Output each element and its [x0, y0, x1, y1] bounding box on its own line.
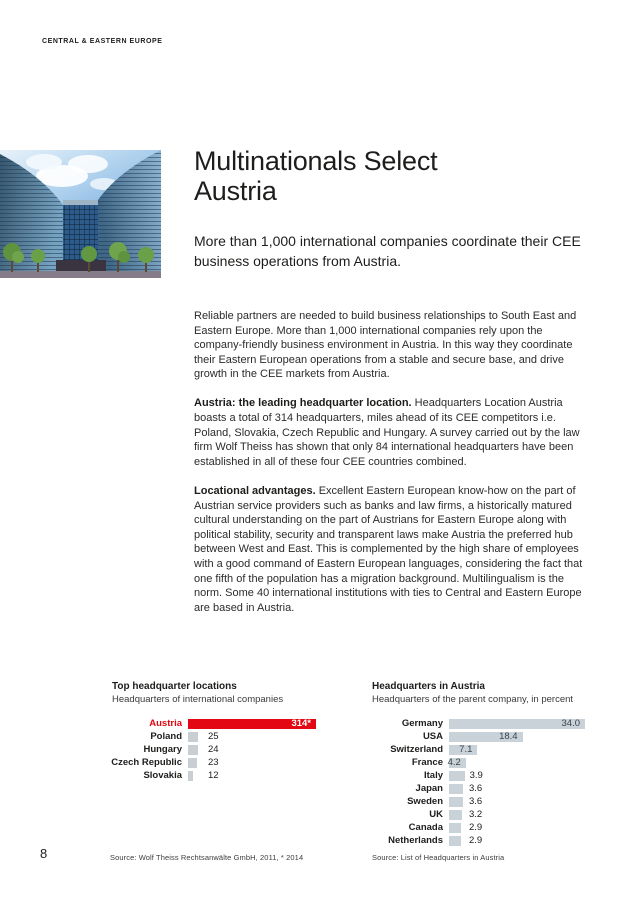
chart-title: Headquarters in Austria [372, 681, 485, 692]
page-number: 8 [40, 846, 48, 861]
chart-row [372, 717, 585, 730]
chart-value-label: 314* [291, 717, 311, 729]
chart-category-label: Germany [401, 718, 443, 729]
chart-bar-track [188, 745, 316, 755]
chart-value-label: 34.0 [561, 717, 580, 729]
chart-rows [108, 717, 316, 782]
chart-value-label: 3.2 [469, 808, 483, 820]
chart-subtitle: Headquarters of international companies [112, 694, 284, 705]
chart-value-label: 3.6 [469, 795, 483, 807]
chart-row [372, 782, 585, 795]
chart-bar [449, 784, 463, 794]
chart-row [372, 795, 585, 808]
chart-subtitle: Headquarters of the parent company, in percent [372, 694, 574, 705]
chart-category-label: Czech Republic [111, 757, 182, 768]
chart-value-label: 2.9 [469, 821, 483, 833]
chart-category-label: Switzerland [390, 744, 443, 755]
chart-category-label: France [411, 757, 443, 768]
chart-value-label: 12 [208, 769, 219, 781]
chart-row [372, 821, 585, 834]
chart-category-label: Hungary [143, 744, 182, 755]
chart-bar [449, 771, 465, 781]
chart-bar-track [449, 810, 585, 820]
chart-category-label: Italy [423, 770, 443, 781]
body-paragraph: Locational advantages. Excellent Eastern European know-how on the part of Austrian service providers such as banks and law firms, a historically matured cultural understanding on the part of Austrians for Eastern Europe along with political stability, security and transparent laws make Austria the preferred hub between West and East. This is complemented by the high share of employees with a good command of Eastern European languages, considering the fact that one fifth of the population has a migration background. Multilingualism is the norm. Some 40 international institutions with ties to Central and Eastern Europe are based in Austria. [194, 484, 583, 614]
chart-bar [188, 758, 197, 768]
chart-category-label: Japan [415, 783, 443, 794]
chart-value-label: 24 [208, 743, 219, 755]
chart-category-label: UK [429, 809, 443, 820]
chart-rows [372, 717, 585, 847]
page-title-line1: Multinationals Select [194, 146, 438, 176]
section-kicker: CENTRAL & EASTERN EUROPE [42, 38, 163, 45]
chart-row [108, 756, 316, 769]
chart-value-label: 4.2 [447, 756, 461, 768]
chart-bar [449, 758, 466, 768]
chart-bar-track [449, 732, 585, 742]
chart-row [372, 834, 585, 847]
chart-bar [449, 810, 462, 820]
chart-bar [188, 771, 193, 781]
chart-bar-track [449, 719, 585, 729]
body-paragraph: Austria: the leading headquarter location. Headquarters Location Austria boasts a total of 314 headquarters, miles ahead of its CEE competitors i.e. Poland, Slovakia, Czech Republic and Hungary. A survey carried out by the law firm Wolf Theiss has shown that only 84 international headquarters have been established in all of these four CEE countries combined. [194, 397, 580, 468]
chart-category-label: USA [422, 731, 443, 742]
chart-bar-track [188, 719, 316, 729]
chart-headquarters-in-austria [372, 681, 612, 851]
chart-value-label: 7.1 [459, 743, 473, 755]
chart-category-label: Netherlands [388, 835, 443, 846]
article-standfirst: More than 1,000 international companies coordinate their CEE business operations from Austria. [194, 233, 581, 269]
chart-value-label: 3.9 [469, 769, 483, 781]
chart-bar [449, 745, 477, 755]
chart-bar-track [449, 745, 585, 755]
chart-bar-track [449, 797, 585, 807]
chart-bar [188, 732, 198, 742]
chart-bar [449, 823, 461, 833]
chart-bar-track [449, 823, 585, 833]
chart-row [108, 769, 316, 782]
chart-value-label: 18.4 [499, 730, 518, 742]
chart-row [372, 756, 585, 769]
chart-row [372, 769, 585, 782]
paragraph-lead: Locational advantages. [194, 484, 319, 497]
chart-bar [188, 719, 316, 729]
chart-bar [449, 732, 523, 742]
chart-top-headquarter-locations [108, 681, 348, 851]
chart-bar [449, 836, 461, 846]
chart-bar-track [188, 732, 316, 742]
chart-bar-track [449, 758, 585, 768]
body-paragraph: Reliable partners are needed to build business relationships to South East and Eastern Europe. More than 1,000 international companies rely upon the company-friendly business environment in Austria. In this way they coordinate their Eastern European operations from a stable and secure base, and drive growth in the CEE markets from Austria. [194, 310, 577, 381]
page-title [194, 146, 437, 206]
building-photo [0, 150, 161, 278]
chart-source-left: Source: Wolf Theiss Rechtsanwälte GmbH, 2011, * 2014 [110, 853, 304, 862]
chart-row [372, 808, 585, 821]
chart-row [108, 730, 316, 743]
chart-bar-track [188, 758, 316, 768]
chart-category-label: Slovakia [143, 770, 182, 781]
chart-value-label: 3.6 [469, 782, 483, 794]
chart-bar-track [449, 771, 585, 781]
chart-bar-track [449, 836, 585, 846]
paragraph-lead: Austria: the leading headquarter location. [194, 397, 415, 410]
chart-value-label: 25 [208, 730, 219, 742]
chart-source-right: Source: List of Headquarters in Austria [372, 853, 505, 862]
chart-row [372, 730, 585, 743]
body-text [194, 309, 588, 630]
chart-category-label: Poland [150, 731, 182, 742]
chart-title: Top headquarter locations [112, 681, 237, 692]
chart-value-label: 2.9 [469, 834, 483, 846]
chart-bar [449, 719, 585, 729]
chart-value-label: 23 [208, 756, 219, 768]
chart-category-label: Sweden [407, 796, 443, 807]
chart-category-label: Austria [149, 718, 182, 729]
chart-row [372, 743, 585, 756]
chart-bar [449, 797, 463, 807]
chart-row [108, 717, 316, 730]
chart-bar-track [449, 784, 585, 794]
chart-bar [188, 745, 198, 755]
chart-row [108, 743, 316, 756]
chart-bar-track [188, 771, 316, 781]
page-title-line2: Austria [194, 176, 277, 206]
chart-category-label: Canada [408, 822, 443, 833]
